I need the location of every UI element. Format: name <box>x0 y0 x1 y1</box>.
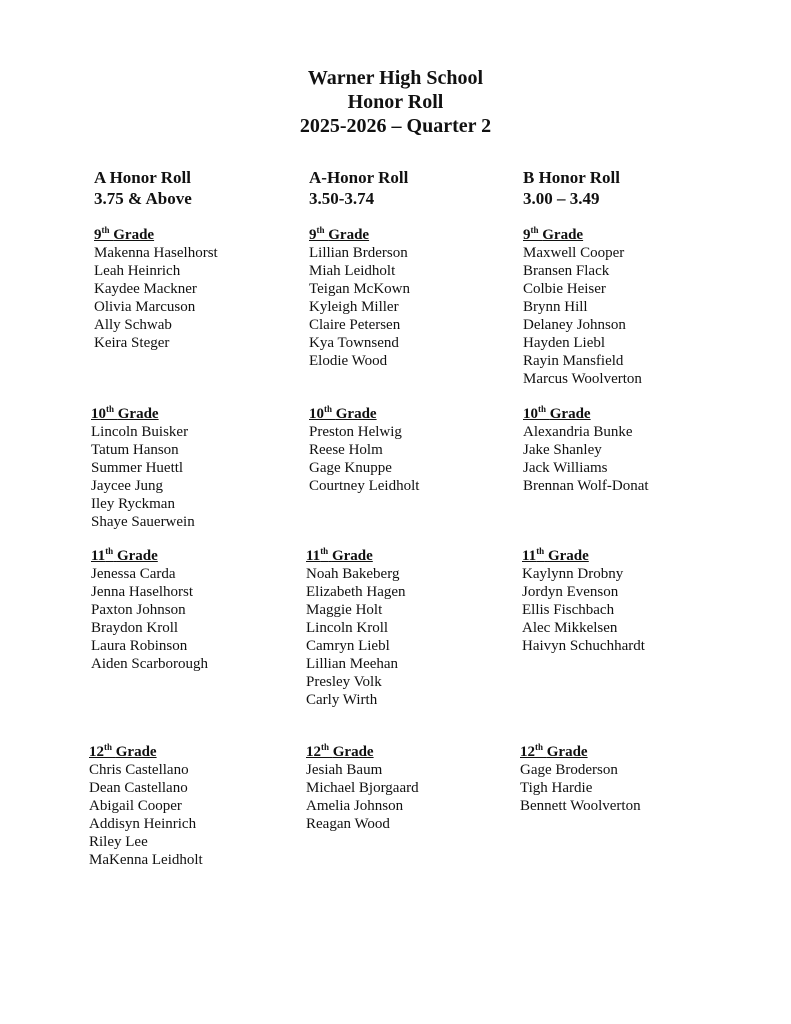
grade-heading <box>309 405 419 423</box>
student-name: Gage Knuppe <box>309 460 392 476</box>
student-name: Shaye Sauerwein <box>91 514 195 530</box>
student-name: Teigan McKown <box>309 281 411 297</box>
column-title: A Honor Roll <box>94 168 191 187</box>
grade-number: 12 <box>306 744 321 760</box>
student-name: Riley Lee <box>89 834 148 850</box>
student-name: Lincoln Buisker <box>91 424 189 440</box>
student-name: Addisyn Heinrich <box>89 816 197 832</box>
student-name: Jordyn Evenson <box>522 584 619 600</box>
grade-label: Grade <box>547 548 589 564</box>
student-name: Rayin Mansfield <box>523 353 624 369</box>
student-name: Aiden Scarborough <box>91 656 209 672</box>
student-name: Laura Robinson <box>91 638 188 654</box>
grade-heading <box>522 547 645 565</box>
grade-ordinal-suffix: th <box>321 742 330 752</box>
grade-section-9 <box>309 226 410 370</box>
student-name: Jenna Haselhorst <box>91 584 194 600</box>
student-name: Lillian Brderson <box>309 245 408 261</box>
grade-heading <box>306 547 406 565</box>
grade-ordinal-suffix: th <box>324 404 333 414</box>
column-gpa-range: 3.75 & Above <box>94 189 192 208</box>
grade-label: Grade <box>546 744 588 760</box>
grade-label: Grade <box>117 406 159 422</box>
column-title: B Honor Roll <box>523 168 620 187</box>
student-name: Jack Williams <box>523 460 608 476</box>
student-name: Abigail Cooper <box>89 798 182 814</box>
student-name: Kyleigh Miller <box>309 299 399 315</box>
column-a-honor-roll <box>89 167 218 868</box>
student-name: Jake Shanley <box>523 442 602 458</box>
grade-label: Grade <box>332 744 374 760</box>
student-name: Carly Wirth <box>306 692 378 708</box>
student-name: Delaney Johnson <box>523 317 626 333</box>
student-name: Olivia Marcuson <box>94 299 196 315</box>
student-name: Kaylynn Drobny <box>522 566 624 582</box>
grade-number: 10 <box>309 406 324 422</box>
document-header <box>0 66 791 138</box>
student-name: Hayden Liebl <box>523 335 606 351</box>
student-name: Courtney Leidholt <box>309 478 420 494</box>
student-name: Miah Leidholt <box>309 263 396 279</box>
student-name: Alexandria Bunke <box>523 424 633 440</box>
grade-number: 12 <box>520 744 535 760</box>
student-name: Maxwell Cooper <box>523 245 625 261</box>
grade-number: 10 <box>91 406 106 422</box>
student-name: Camryn Liebl <box>306 638 390 654</box>
student-name: Bransen Flack <box>523 263 610 279</box>
grade-number: 9 <box>94 227 102 243</box>
student-name: Keira Steger <box>94 335 170 351</box>
grade-number: 12 <box>89 744 104 760</box>
grade-heading <box>91 547 208 565</box>
student-name: Lillian Meehan <box>306 656 399 672</box>
term-label: 2025-2026 – Quarter 2 <box>299 115 492 137</box>
grade-label: Grade <box>542 227 584 243</box>
grade-section-9 <box>523 226 642 388</box>
grade-number: 11 <box>91 548 106 564</box>
school-name: Warner High School <box>307 67 484 89</box>
student-name: Leah Heinrich <box>94 263 181 279</box>
grade-number: 10 <box>523 406 538 422</box>
student-name: Elodie Wood <box>309 353 388 369</box>
student-name: Jesiah Baum <box>306 762 383 778</box>
student-name: Marcus Woolverton <box>523 371 642 387</box>
grade-heading <box>309 226 410 244</box>
student-name: Jaycee Jung <box>91 478 164 494</box>
grade-ordinal-suffix: th <box>105 546 114 556</box>
grade-section-12 <box>520 743 641 815</box>
grade-number: 11 <box>522 548 537 564</box>
grade-heading <box>91 405 195 423</box>
student-name: Tigh Hardie <box>520 780 593 796</box>
student-name: Presley Volk <box>306 674 382 690</box>
student-name: Preston Helwig <box>309 424 402 440</box>
column-gpa-range: 3.00 – 3.49 <box>523 189 600 208</box>
grade-ordinal-suffix: th <box>536 546 545 556</box>
grade-section-10 <box>309 405 419 495</box>
student-name: Noah Bakeberg <box>306 566 400 582</box>
grade-ordinal-suffix: th <box>538 404 547 414</box>
grade-ordinal-suffix: th <box>101 225 110 235</box>
student-name: Bennett Woolverton <box>520 798 641 814</box>
grade-label: Grade <box>331 548 373 564</box>
grade-label: Grade <box>335 406 377 422</box>
grade-number: 11 <box>306 548 321 564</box>
grade-label: Grade <box>328 227 370 243</box>
student-name: MaKenna Leidholt <box>89 852 203 868</box>
student-name: Alec Mikkelsen <box>522 620 618 636</box>
document-title: Honor Roll <box>347 91 444 113</box>
grade-heading <box>94 226 218 244</box>
grade-section-12 <box>306 743 419 833</box>
student-name: Brennan Wolf-Donat <box>523 478 649 494</box>
grade-ordinal-suffix: th <box>535 742 544 752</box>
grade-heading <box>89 743 203 761</box>
grade-heading <box>520 743 641 761</box>
student-name: Braydon Kroll <box>91 620 179 636</box>
grade-label: Grade <box>549 406 591 422</box>
grade-section-11 <box>91 547 208 673</box>
student-name: Jenessa Carda <box>91 566 176 582</box>
grade-number: 9 <box>309 227 317 243</box>
grade-ordinal-suffix: th <box>106 404 115 414</box>
student-name: Brynn Hill <box>523 299 588 315</box>
grade-ordinal-suffix: th <box>104 742 113 752</box>
grade-ordinal-suffix: th <box>320 546 329 556</box>
student-name: Reese Holm <box>309 442 383 458</box>
student-name: Amelia Johnson <box>306 798 404 814</box>
grade-heading <box>523 405 649 423</box>
column-gpa-range: 3.50-3.74 <box>309 189 375 208</box>
student-name: Ally Schwab <box>94 317 172 333</box>
student-name: Ellis Fischbach <box>522 602 615 618</box>
student-name: Makenna Haselhorst <box>94 245 218 261</box>
student-name: Colbie Heiser <box>523 281 606 297</box>
grade-heading <box>306 743 419 761</box>
grade-heading <box>523 226 642 244</box>
student-name: Reagan Wood <box>306 816 390 832</box>
student-name: Chris Castellano <box>89 762 189 778</box>
student-name: Michael Bjorgaard <box>306 780 419 796</box>
grade-ordinal-suffix: th <box>530 225 539 235</box>
student-name: Dean Castellano <box>89 780 188 796</box>
column-a-minus-honor-roll <box>306 167 420 832</box>
grade-section-10 <box>91 405 195 531</box>
grade-label: Grade <box>115 744 157 760</box>
grade-label: Grade <box>113 227 155 243</box>
student-name: Claire Petersen <box>309 317 401 333</box>
student-name: Gage Broderson <box>520 762 618 778</box>
student-name: Paxton Johnson <box>91 602 186 618</box>
student-name: Summer Huettl <box>91 460 184 476</box>
student-name: Lincoln Kroll <box>306 620 389 636</box>
student-name: Maggie Holt <box>306 602 383 618</box>
student-name: Iley Ryckman <box>91 496 175 512</box>
grade-label: Grade <box>116 548 158 564</box>
column-title: A-Honor Roll <box>309 168 409 187</box>
student-name: Tatum Hanson <box>91 442 179 458</box>
grade-section-11 <box>306 547 406 709</box>
student-name: Kaydee Mackner <box>94 281 197 297</box>
grade-section-9 <box>94 226 218 352</box>
student-name: Kya Townsend <box>309 335 399 351</box>
grade-section-11 <box>522 547 645 655</box>
grade-section-12 <box>89 743 203 869</box>
grade-section-10 <box>523 405 649 495</box>
student-name: Haivyn Schuchhardt <box>522 638 645 654</box>
student-name: Elizabeth Hagen <box>306 584 406 600</box>
column-b-honor-roll <box>520 167 649 814</box>
grade-ordinal-suffix: th <box>316 225 325 235</box>
grade-number: 9 <box>523 227 531 243</box>
